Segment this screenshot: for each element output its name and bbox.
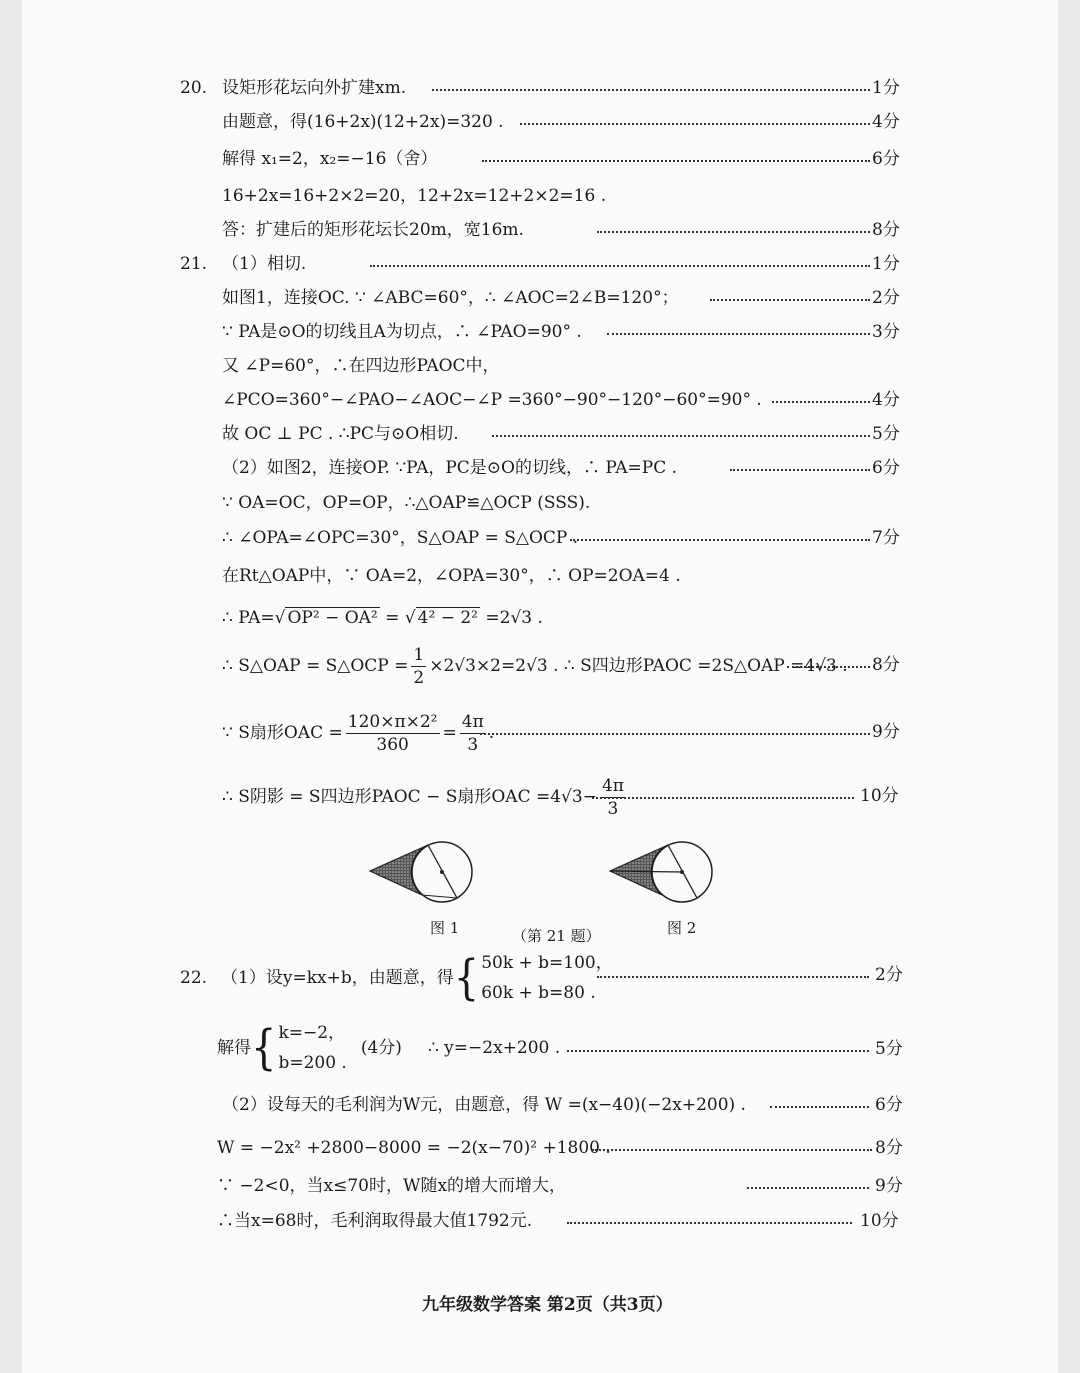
q22-number: 22.: [180, 968, 208, 988]
q22-sol1: k=−2，: [278, 1023, 346, 1043]
q21-line11-radicand1: OP² − OA²: [287, 608, 378, 628]
q21-line12-a: ∴ S△OAP = S△OCP =: [222, 656, 409, 676]
brace: {: [453, 950, 480, 1006]
q21-line13-eq: =: [442, 723, 457, 743]
q21-line13-score: 9分: [872, 722, 900, 742]
q21-line3-score: 3分: [872, 322, 900, 342]
page-footer: 九年级数学答案 第2页（共3页）: [422, 1295, 673, 1315]
q22-line2-score: 5分: [875, 1039, 903, 1059]
q21-line12-num: 1: [413, 644, 425, 665]
q21-line13-dot: .: [488, 723, 495, 743]
leader-dots: [492, 435, 870, 437]
leader-dots: [480, 733, 870, 735]
leader-dots: [772, 401, 870, 403]
leader-dots: [432, 89, 870, 91]
leader-dots: [710, 299, 870, 301]
q21-line6: 故 OC ⊥ PC . ∴PC与⊙O相切.: [222, 424, 459, 444]
q21-line11-a: ∴ PA=: [222, 608, 275, 628]
figure-caption: （第 21 题）: [512, 927, 601, 945]
q21-line6-score: 5分: [872, 424, 900, 444]
q20-line3: 解得 x₁=2，x₂=−16（舍）: [222, 149, 438, 169]
q21-line12: [222, 642, 848, 690]
q22-line2: [217, 1018, 560, 1078]
q21-line9-score: 7分: [872, 528, 900, 548]
q21-line13-num2: 4π: [461, 711, 484, 732]
q21-line5: ∠PCO=360°−∠PAO−∠AOC−∠P =360°−90°−120°−60°=90° .: [222, 390, 762, 410]
q22-line3: （2）设每天的毛利润为W元，由题意，得 W =(x−40)(−2x+200) .: [222, 1095, 746, 1115]
q22-line6-score: 10分: [860, 1211, 899, 1231]
q22-line3-score: 6分: [875, 1095, 903, 1115]
q20-line4: 16+2x=16+2×2=20，12+2x=12+2×2=16 .: [222, 186, 607, 206]
q21-line14: [222, 772, 629, 822]
q22-eq2: 60k + b=80 .: [481, 983, 596, 1003]
q22-solve-label: 解得: [217, 1038, 251, 1058]
q21-line12-score: 8分: [872, 655, 900, 675]
q22-line1-score: 2分: [875, 965, 903, 985]
leader-dots: [370, 265, 870, 267]
q22-line4: W = −2x² +2800−8000 = −2(x−70)² +1800 .: [217, 1138, 611, 1158]
figure-1: [362, 826, 482, 918]
q20-line5: 答：扩建后的矩形花坛长20m，宽16m.: [222, 220, 524, 240]
leader-dots: [770, 1106, 869, 1108]
leader-dots: [567, 1222, 852, 1224]
leader-dots: [787, 666, 870, 668]
brace: {: [251, 1020, 277, 1076]
q21-line14-a: ∴ S阴影 = S四边形PAOC − S扇形OAC =4√3−: [222, 787, 597, 807]
leader-dots: [482, 160, 870, 162]
q22-line1-a: （1）设y=kx+b，由题意，得: [221, 968, 454, 988]
leader-dots: [520, 123, 870, 125]
leader-dots: [592, 797, 854, 799]
q21-line8: ∵ OA=OC，OP=OP，∴△OAP≌△OCP (SSS).: [222, 493, 591, 513]
q21-line13-den1: 360: [376, 734, 409, 755]
q21-line13-a: ∵ S扇形OAC =: [222, 723, 343, 743]
q21-line13: [222, 708, 494, 758]
q22-line4-score: 8分: [875, 1138, 903, 1158]
q21-line11-c: =2√3 .: [479, 608, 543, 628]
q21-line9: ∴ ∠OPA=∠OPC=30°，S△OAP = S△OCP .: [222, 528, 579, 548]
q22-sol-result: ∴ y=−2x+200 .: [427, 1038, 561, 1058]
figure-2-label: 图 2: [667, 919, 697, 937]
q22-line6: ∴当x=68时，毛利润取得最大值1792元.: [217, 1211, 533, 1231]
q21-line3: ∵ PA是⊙O的切线且A为切点，∴ ∠PAO=90° .: [222, 322, 582, 342]
leader-dots: [730, 469, 870, 471]
fraction: [346, 711, 440, 756]
solution-system: [278, 1018, 346, 1078]
q21-line12-b: ×2√3×2=2√3 . ∴ S四边形PAOC =2S△OAP =4√3 .: [429, 656, 848, 676]
q21-part2-score: 6分: [872, 458, 900, 478]
q20-number: 20.: [180, 78, 208, 98]
q22-sol-mark: (4分): [360, 1038, 402, 1058]
q20-line5-score: 8分: [872, 220, 900, 240]
q21-part1-head: （1）相切.: [222, 254, 307, 274]
leader-dots: [567, 1050, 869, 1052]
leader-dots: [592, 1149, 872, 1151]
leader-dots: [597, 231, 870, 233]
q21-line13-num1: 120×π×2²: [347, 711, 438, 732]
q22-line5: ∵ −2<0，当x≤70时，W随x的增大而增大，: [217, 1176, 567, 1196]
q21-line12-den: 2: [413, 667, 425, 688]
q20-line3-score: 6分: [872, 149, 900, 169]
q21-line2-score: 2分: [872, 288, 900, 308]
fraction: [411, 644, 426, 689]
q21-line11-radicand2: 4² − 2²: [417, 608, 478, 628]
q20-line1-score: 1分: [872, 78, 900, 98]
q22-line1: [180, 950, 613, 1006]
q21-line4: 又 ∠P=60°，∴在四边形PAOC中，: [222, 356, 500, 376]
leader-dots: [597, 976, 869, 978]
answer-sheet-page: [22, 0, 1058, 1373]
figure-1-label: 图 1: [430, 919, 460, 937]
q21-line14-score: 10分: [860, 786, 899, 806]
q21-line13-den2: 3: [467, 734, 479, 755]
q22-eq1: 50k + b=100，: [481, 953, 613, 973]
q21-line11: ∴ PA=√ OP² − OA² = √ 4² − 2² =2√3 .: [222, 608, 543, 628]
leader-dots: [747, 1187, 869, 1189]
q21-line11-b: =: [379, 608, 405, 628]
q22-line5-score: 9分: [875, 1176, 903, 1196]
figure-2: [602, 826, 722, 918]
q21-line10: 在Rt△OAP中，∵ OA=2，∠OPA=30°，∴ OP=2OA=4 .: [222, 566, 681, 586]
q20-line2-score: 4分: [872, 112, 900, 132]
q21-line5-score: 4分: [872, 390, 900, 410]
q20-line1: 设矩形花坛向外扩建xm.: [222, 78, 407, 98]
leader-dots: [607, 333, 870, 335]
q21-line14-den: 3: [607, 798, 619, 819]
q21-part2-head: （2）如图2，连接OP. ∵PA，PC是⊙O的切线，∴ PA=PC .: [222, 458, 678, 478]
q21-number: 21.: [180, 254, 208, 274]
q22-sol2: b=200 .: [278, 1053, 347, 1073]
q21-line14-num: 4π: [601, 775, 624, 796]
q21-part1-score: 1分: [872, 254, 900, 274]
leader-dots: [570, 539, 870, 541]
equation-system: [481, 948, 613, 1008]
q21-line2: 如图1，连接OC. ∵ ∠ABC=60°，∴ ∠AOC=2∠B=120°；: [222, 288, 679, 308]
q20-line2: 由题意，得(16+2x)(12+2x)=320 .: [222, 112, 504, 132]
